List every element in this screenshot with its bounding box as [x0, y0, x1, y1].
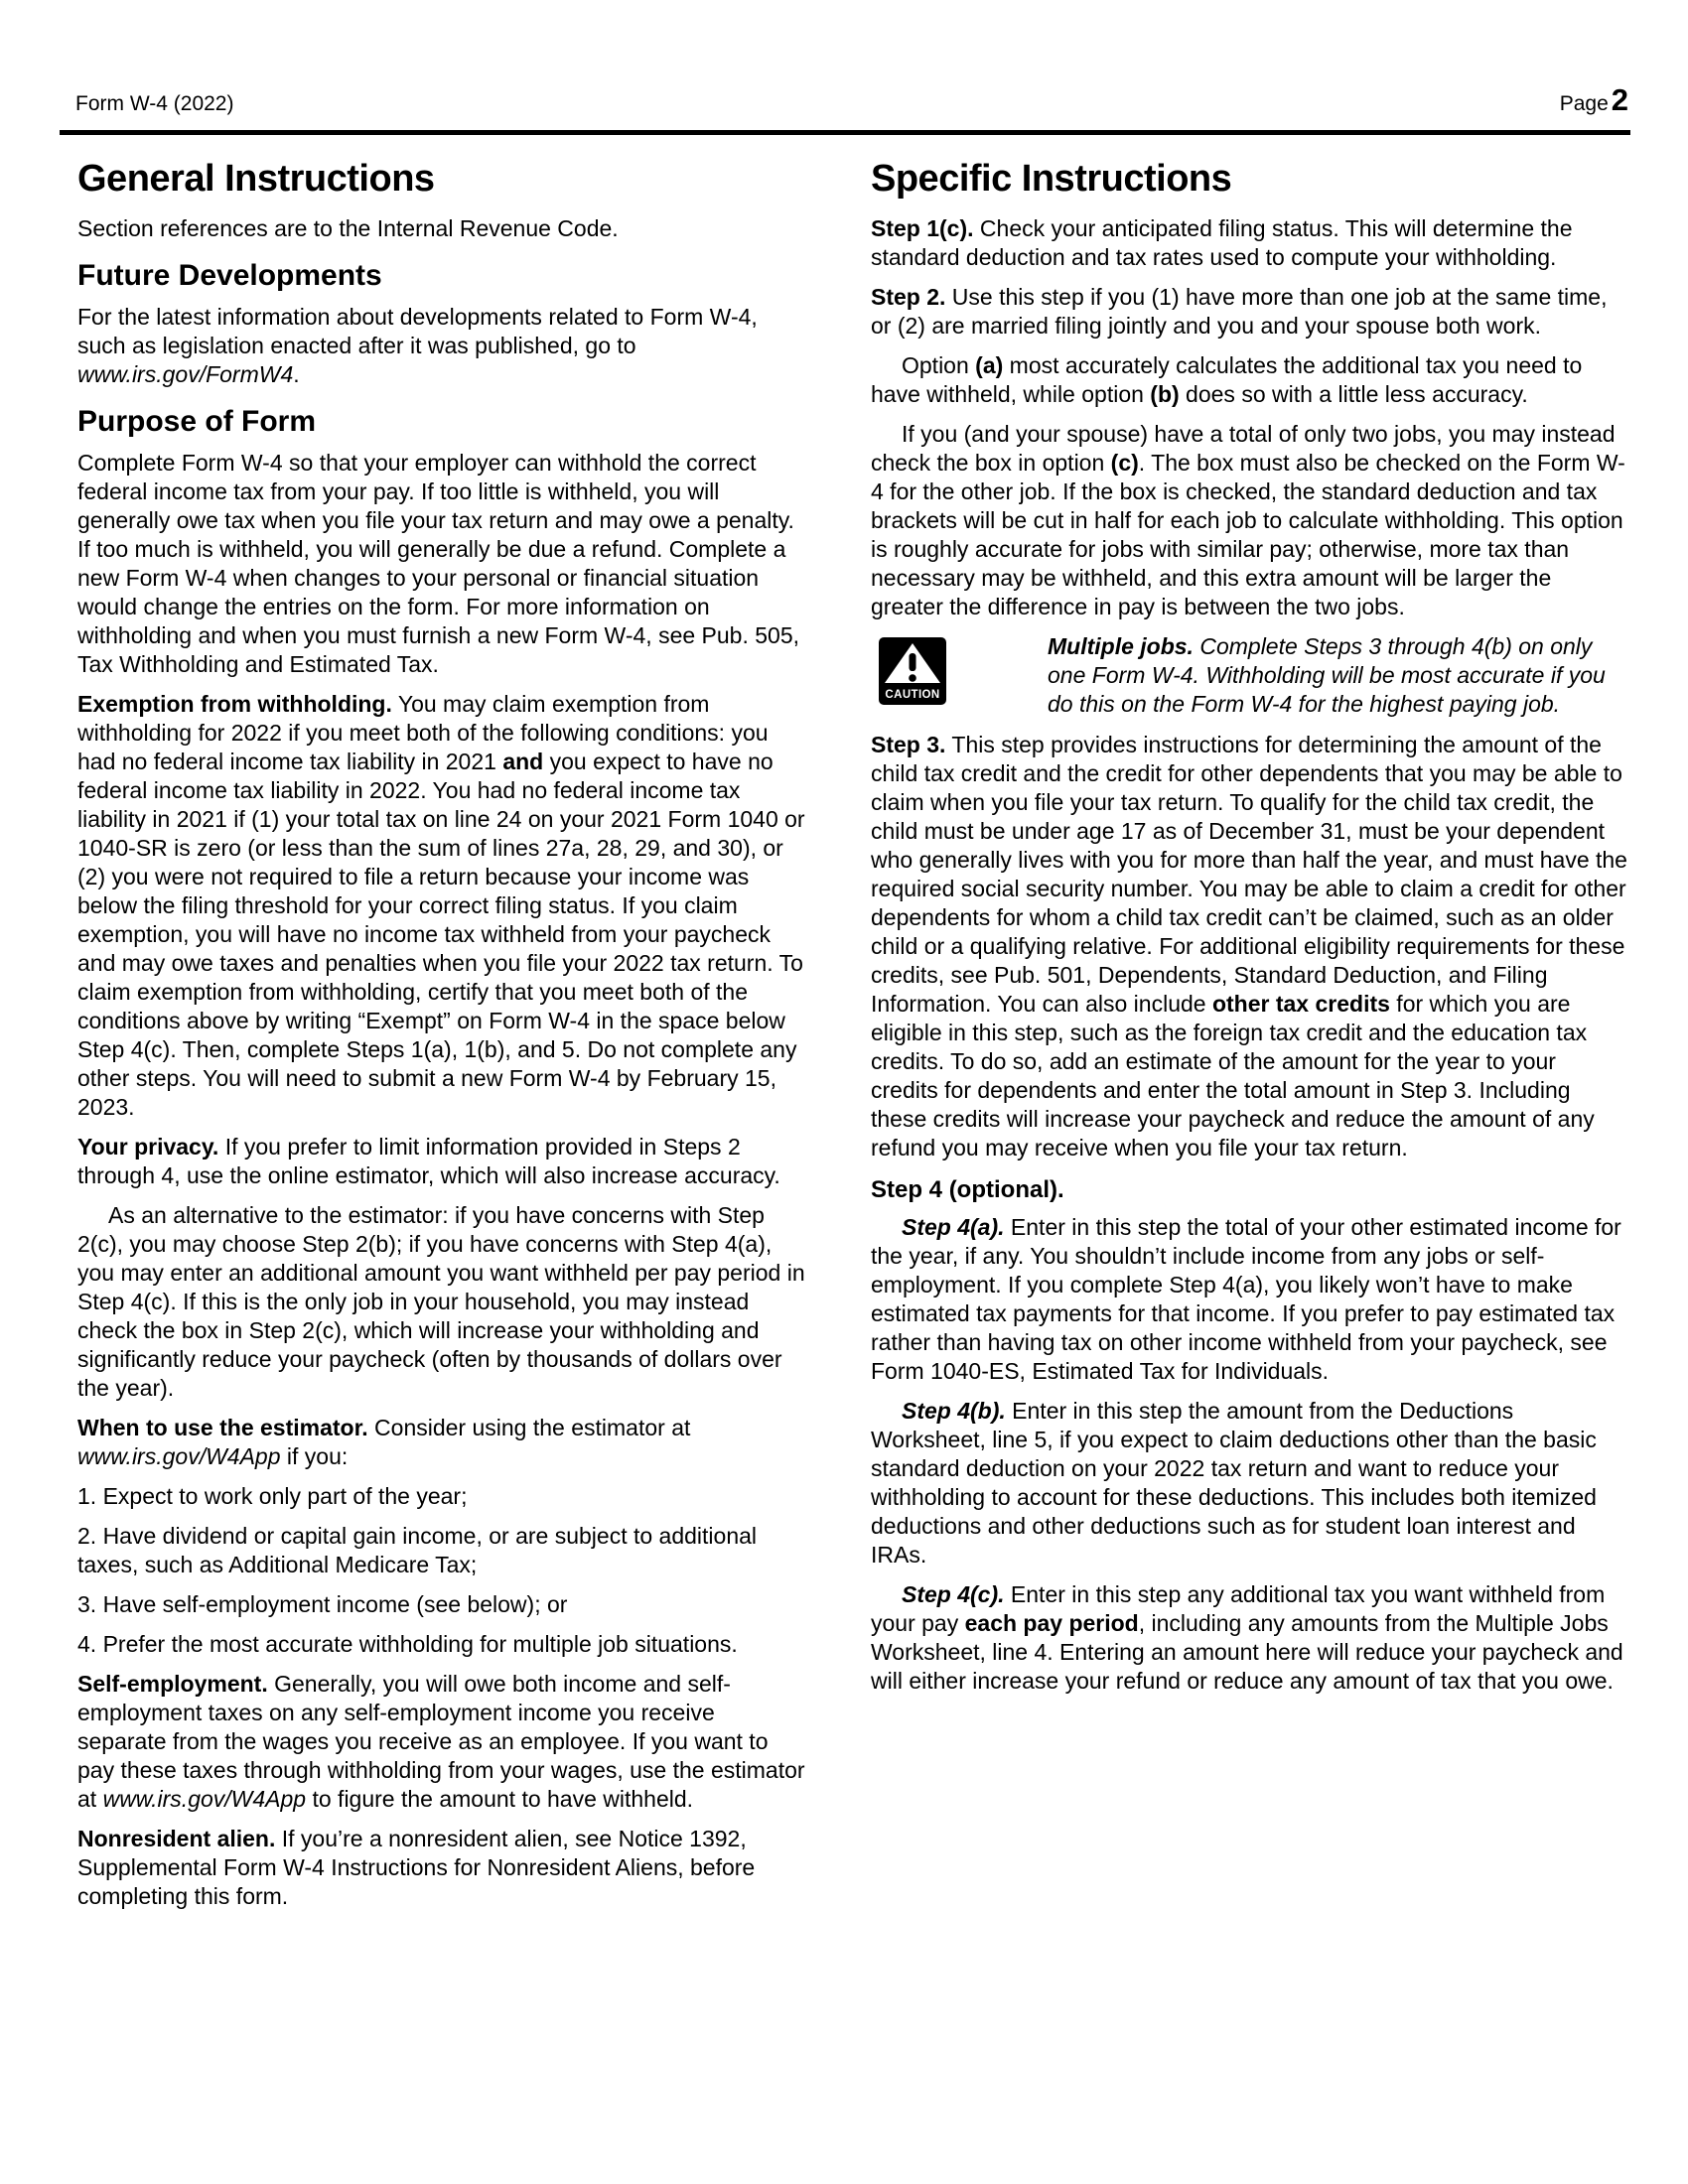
step-3-text-1: This step provides instructions for determining the amount of the child tax credit and the credit for other dependents that you may be able to claim when you file your tax return. To qualify for the child tax credit, the child must be under age 17 as of December 31, must be your dependent who generally lives with you for more than half the year, and must have the required social security number. You may be able to claim a credit for other dependents for whom a child tax credit can’t be claimed, such as an older child or a qualifying relative. For additional eligibility requirements for these credits, see Pub. 501, Dependents, Standard Deduction, and Filing Information. You can also include — [871, 732, 1627, 1017]
estimator-list-item-1: 1. Expect to work only part of the year; — [77, 1483, 468, 1509]
fd-text-1: For the latest information about developments related to Form W-4, such as legislation enacted after it was published, go to — [77, 304, 758, 358]
caution-text: Complete Steps 3 through 4(b) on only one Form W-4. Withholding will be most accurate if you do this on the Form W-4 for the highest paying job. — [1048, 633, 1606, 717]
step-4a-text: Enter in this step the total of your other estimated income for the year, if any. You shouldn’t include income from any jobs or self-employment. If you complete Step 4(a), you likely won’t have to make estimated tax payments for that income. If you prefer to pay estimated tax rather than having tax on other income withheld from your paycheck, see Form 1040-ES, Estimated Tax for Individuals. — [871, 1214, 1621, 1384]
privacy-text: If you prefer to limit information provided in Steps 2 through 4, use the online estimator, which will also increase accuracy. — [77, 1134, 780, 1188]
step-4c-text-2: , including any amounts from the Multiple Jobs Worksheet, line 4. Entering an amount here will reduce your paycheck and will either increase your refund or reduce any amount of tax that you owe. — [871, 1610, 1623, 1694]
section-references-paragraph: Section references are to the Internal Revenue Code. — [77, 215, 619, 241]
estimator-lead: When to use the estimator. — [77, 1415, 368, 1440]
fd-text-2: . — [293, 361, 300, 387]
caution-lead: Multiple jobs. — [1048, 633, 1194, 659]
estimator-paragraph — [77, 1414, 809, 1471]
specific-instructions-title: Specific Instructions — [871, 158, 1232, 200]
step-4c-lead: Step 4(c). — [902, 1581, 1005, 1607]
step-4a-paragraph — [871, 1213, 1627, 1386]
self-employment-lead: Self-employment. — [77, 1671, 268, 1697]
step-1c-text: Check your anticipated filing status. This will determine the standard deduction and tax rates used to compute your withholding. — [871, 215, 1573, 270]
exemption-text-2: you expect to have no federal income tax liability in 2022. You had no federal income tax liability in 2021 if (1) your total tax on line 24 on your 2021 Form 1040 or 1040-SR is zero (or less than the sum of lines 27a, 28, 29, and 30), or (2) you were not required to file a return because your income was below the filing threshold for your correct filing status. If you claim exemption, you will have no income tax withheld from your paycheck and may owe taxes and penalties when you file your 2022 tax return. To claim exemption from withholding, certify that you meet both of the conditions above by writing “Exempt” on Form W-4 in the space below Step 4(c). Then, complete Steps 1(a), 1(b), and 5. Do not complete any other steps. You will need to submit a new Form W-4 by February 15, 2023. — [77, 749, 805, 1120]
step-1c-paragraph — [871, 214, 1627, 272]
two-jobs-text-2: . The box must also be checked on the Form W-4 for the other job. If the box is checked, the standard deduction and tax brackets will be cut in half for each job to calculate withholding. This option is roughly accurate for jobs with similar pay; otherwise, more tax than necessary may be withheld, and this extra amount will be larger the greater the difference in pay is between the two jobs. — [871, 450, 1625, 619]
option-a-text-1: Option — [902, 352, 976, 378]
self-employment-url: www.irs.gov/W4App — [102, 1786, 307, 1812]
step-3-lead: Step 3. — [871, 732, 946, 757]
nonresident-lead: Nonresident alien. — [77, 1826, 276, 1851]
exemption-text-1: You may claim exemption from withholding for 2022 if you meet both of the following conditions: you had no federal income tax liability in 2021 — [77, 691, 769, 774]
future-developments-heading: Future Developments — [77, 259, 382, 292]
self-employment-text-1: Generally, you will owe both income and self-employment taxes on any self-employment income you receive separate from the wages you receive as an employee. If you want to pay these taxes through withholding from your wages, use the estimator at — [77, 1671, 805, 1812]
privacy-lead: Your privacy. — [77, 1134, 219, 1160]
two-jobs-text-1: If you (and your spouse) have a total of only two jobs, you may instead check the box in option — [871, 421, 1616, 476]
caution-icon-label: CAUTION — [885, 689, 940, 701]
privacy-paragraph — [77, 1133, 809, 1190]
self-employment-paragraph — [77, 1670, 809, 1814]
step-4c-paragraph — [871, 1580, 1627, 1696]
step-4a-lead: Step 4(a). — [902, 1214, 1005, 1240]
purpose-of-form-heading: Purpose of Form — [77, 405, 317, 438]
general-instructions-title: General Instructions — [77, 158, 435, 200]
step-1c-lead: Step 1(c). — [871, 215, 974, 241]
step-4-heading: Step 4 (optional). — [871, 1176, 1064, 1203]
step-4c-text-1: Enter in this step any additional tax you want withheld from your pay — [871, 1581, 1606, 1636]
future-developments-paragraph — [77, 303, 809, 389]
general-instructions-column — [77, 135, 809, 1922]
step-3-text-2: for which you are eligible in this step, such as the foreign tax credit and the education tax credits. To do so, add an estimate of the amount for the year to your credits for dependents and enter the total amount in Step 3. Including these credits will increase your paycheck and reduce the amount of any refund you may receive when you file your tax return. — [871, 991, 1595, 1160]
exemption-paragraph — [77, 690, 809, 1122]
alternative-paragraph: As an alternative to the estimator: if you have concerns with Step 2(c), you may choose Step 2(b); if you have concerns with Step 4(a), you may enter an additional amount you want withheld per pay period in Step 4(c). If this is the only job in your household, you may instead check the box in Step 2(c), which will increase your withholding and significantly reduce your paycheck (often by thousands of dollars over the year). — [77, 1202, 805, 1401]
step-4b-paragraph — [871, 1397, 1627, 1570]
nonresident-alien-paragraph — [77, 1825, 809, 1911]
self-employment-text-2: to figure the amount to have withheld. — [306, 1786, 694, 1812]
step-4c-bold: each pay period — [964, 1610, 1139, 1636]
option-a-text-3: does so with a little less accuracy. — [1179, 381, 1528, 407]
exemption-lead: Exemption from withholding. — [77, 691, 392, 717]
exemption-bold-and: and — [502, 749, 544, 774]
step-4b-text: Enter in this step the amount from the Deductions Worksheet, line 5, if you expect to claim deductions other than the basic standard deduction on your 2022 tax return and want to reduce your withholding to account for these deductions. This includes both itemized deductions and other deductions such as for student loan interest and IRAs. — [871, 1398, 1597, 1568]
purpose-of-form-paragraph: Complete Form W-4 so that your employer can withhold the correct federal income tax from your pay. If too little is withheld, you will generally owe tax when you file your tax return and may owe a penalty. If too much is withheld, you will generally be due a refund. Complete a new Form W-4 when changes to your personal or financial situation would change the entries on the form. For more information on withholding and when you must furnish a new Form W-4, see Pub. 505, Tax Withholding and Estimated Tax. — [77, 450, 800, 677]
step-3-bold: other tax credits — [1211, 991, 1390, 1017]
option-a-text-2: most accurately calculates the additional tax you need to have withheld, while option — [871, 352, 1583, 407]
estimator-text-2: if you: — [280, 1443, 349, 1469]
caution-paragraph — [1048, 632, 1627, 719]
step-2-lead: Step 2. — [871, 284, 946, 310]
estimator-list-item-2: 2. Have dividend or capital gain income, or are subject to additional taxes, such as Additional Medicare Tax; — [77, 1523, 758, 1577]
caution-note — [871, 632, 1627, 719]
page-number — [1559, 82, 1628, 117]
page-header — [0, 0, 1688, 117]
two-jobs-paragraph — [871, 420, 1627, 621]
page-label: Page — [1559, 92, 1609, 115]
estimator-text-1: Consider using the estimator at — [367, 1415, 691, 1440]
page-number-value: 2 — [1611, 82, 1628, 117]
step-3-paragraph — [871, 731, 1627, 1162]
estimator-url: www.irs.gov/W4App — [77, 1443, 281, 1469]
estimator-list-item-3: 3. Have self-employment income (see below); or — [77, 1591, 568, 1617]
two-jobs-bold-c: (c) — [1110, 450, 1139, 476]
option-a-bold-a: (a) — [975, 352, 1004, 378]
option-a-bold-b: (b) — [1150, 381, 1180, 407]
caution-icon — [879, 637, 946, 705]
form-id: Form W-4 (2022) — [75, 92, 234, 115]
nonresident-text: If you’re a nonresident alien, see Notice 1392, Supplemental Form W-4 Instructions for Nonresident Aliens, before completing this form. — [77, 1826, 756, 1909]
step-2-text: Use this step if you (1) have more than one job at the same time, or (2) are married filing jointly and you and your spouse both work. — [871, 284, 1608, 339]
step-2-paragraph — [871, 283, 1627, 341]
two-column-layout — [0, 135, 1688, 1922]
fd-url: www.irs.gov/FormW4 — [77, 361, 294, 387]
step-4b-lead: Step 4(b). — [902, 1398, 1006, 1424]
option-a-paragraph — [871, 351, 1627, 409]
specific-instructions-column — [871, 135, 1627, 1706]
estimator-list-item-4: 4. Prefer the most accurate withholding for multiple job situations. — [77, 1631, 738, 1657]
